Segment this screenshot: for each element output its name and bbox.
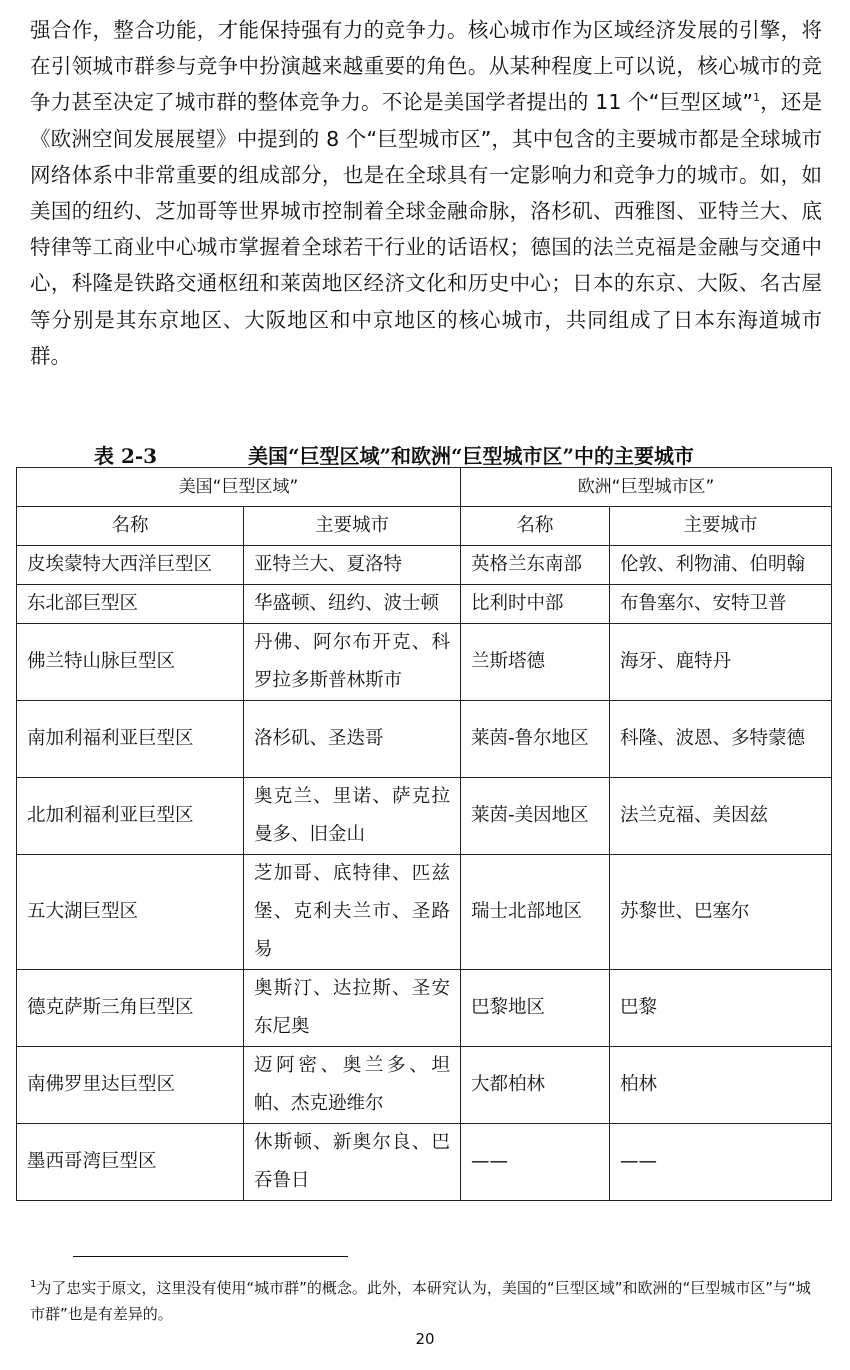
eu-main-cities: 伦敦、利物浦、伯明翰 xyxy=(610,546,832,585)
column-header-us-name: 名称 xyxy=(17,507,244,546)
body-text-part-2: ，还是《欧洲空间发展展望》中提到的 8 个“巨型城市区”，其中包含的主要城市都是全球城市网络体系中非常重要的组成部分，也是在全球具有一定影响力和竞争力的城市。如，如美国的纽约、芝加哥等世界城市控制着全球金融命脉，洛杉矶、西雅图、亚特兰大、底特律等工商业中心城市掌握着全球若干行业的话语权；德国的法兰克福是金融与交通中心，科隆是铁路交通枢纽和莱茵地区经济文化和历史中心；日本的东京、大阪、名古屋等分别是其东京地区、大阪地区和中京地区的核心城市，共同组成了日本东海道城市群。 xyxy=(30,90,823,368)
eu-main-cities: 苏黎世、巴塞尔 xyxy=(610,855,832,970)
eu-region-name: 巴黎地区 xyxy=(461,970,610,1047)
eu-region-name: —— xyxy=(461,1124,610,1201)
us-region-name: 东北部巨型区 xyxy=(17,585,244,624)
group-header-us: 美国“巨型区域” xyxy=(17,468,461,507)
table-column-header-row xyxy=(17,507,832,546)
eu-region-name: 莱茵-美因地区 xyxy=(461,778,610,855)
eu-main-cities: 布鲁塞尔、安特卫普 xyxy=(610,585,832,624)
us-region-name: 南加利福利亚巨型区 xyxy=(17,701,244,778)
us-region-name: 南佛罗里达巨型区 xyxy=(17,1047,244,1124)
body-text-part-1: 强合作，整合功能，才能保持强有力的竞争力。核心城市作为区域经济发展的引擎，将在引领城市群参与竞争中扮演越来越重要的角色。从某种程度上可以说，核心城市的竞争力甚至决定了城市群的整体竞争力。不论是美国学者提出的 11 个“巨型区域” xyxy=(30,18,822,115)
eu-main-cities: —— xyxy=(610,1124,832,1201)
table-row xyxy=(17,1047,832,1124)
footnote-reference[interactable]: 1 xyxy=(752,91,760,105)
table-row xyxy=(17,1124,832,1201)
eu-region-name: 大都柏林 xyxy=(461,1047,610,1124)
group-header-europe: 欧洲“巨型城市区” xyxy=(461,468,832,507)
eu-main-cities: 法兰克福、美因兹 xyxy=(610,778,832,855)
table-row xyxy=(17,855,832,970)
eu-main-cities: 巴黎 xyxy=(610,970,832,1047)
table-row xyxy=(17,546,832,585)
table-row xyxy=(17,970,832,1047)
footnote-separator xyxy=(73,1256,348,1257)
us-main-cities: 迈阿密、奥兰多、坦帕、杰克逊维尔 xyxy=(244,1047,461,1124)
us-region-name: 佛兰特山脉巨型区 xyxy=(17,624,244,701)
table-number: 表 2-3 xyxy=(94,444,158,468)
table-row xyxy=(17,701,832,778)
us-main-cities: 亚特兰大、夏洛特 xyxy=(244,546,461,585)
us-region-name: 皮埃蒙特大西洋巨型区 xyxy=(17,546,244,585)
us-main-cities: 芝加哥、底特律、匹兹堡、克利夫兰市、圣路易 xyxy=(244,855,461,970)
table-row xyxy=(17,585,832,624)
us-main-cities: 奥斯汀、达拉斯、圣安东尼奥 xyxy=(244,970,461,1047)
us-main-cities: 华盛顿、纽约、波士顿 xyxy=(244,585,461,624)
eu-main-cities: 柏林 xyxy=(610,1047,832,1124)
eu-main-cities: 科隆、波恩、多特蒙德 xyxy=(610,701,832,778)
table-row xyxy=(17,778,832,855)
us-region-name: 北加利福利亚巨型区 xyxy=(17,778,244,855)
column-header-us-cities: 主要城市 xyxy=(244,507,461,546)
body-paragraph xyxy=(30,12,822,374)
us-region-name: 德克萨斯三角巨型区 xyxy=(17,970,244,1047)
eu-region-name: 兰斯塔德 xyxy=(461,624,610,701)
table-caption xyxy=(0,434,850,468)
us-region-name: 五大湖巨型区 xyxy=(17,855,244,970)
table-row xyxy=(17,624,832,701)
eu-main-cities: 海牙、鹿特丹 xyxy=(610,624,832,701)
footnote-text: 为了忠实于原文，这里没有使用“城市群”的概念。此外，本研究认为，美国的“巨型区域”和欧洲的“巨型城市区”与“城市群”也是有差异的。 xyxy=(30,1279,811,1323)
eu-region-name: 莱茵-鲁尔地区 xyxy=(461,701,610,778)
page-number: 20 xyxy=(415,1330,435,1348)
eu-region-name: 瑞士北部地区 xyxy=(461,855,610,970)
us-main-cities: 休斯顿、新奥尔良、巴吞鲁日 xyxy=(244,1124,461,1201)
eu-region-name: 英格兰东南部 xyxy=(461,546,610,585)
eu-region-name: 比利时中部 xyxy=(461,585,610,624)
us-region-name: 墨西哥湾巨型区 xyxy=(17,1124,244,1201)
us-main-cities: 奥克兰、里诺、萨克拉曼多、旧金山 xyxy=(244,778,461,855)
table-title: 美国“巨型区域”和欧洲“巨型城市区”中的主要城市 xyxy=(248,444,695,468)
column-header-eu-cities: 主要城市 xyxy=(610,507,832,546)
us-main-cities: 丹佛、阿尔布开克、科罗拉多斯普林斯市 xyxy=(244,624,461,701)
us-main-cities: 洛杉矶、圣迭哥 xyxy=(244,701,461,778)
footnote-marker: 1 xyxy=(30,1279,37,1290)
column-header-eu-name: 名称 xyxy=(461,507,610,546)
major-cities-table xyxy=(16,467,832,1201)
table-group-header-row xyxy=(17,468,832,507)
footnote xyxy=(30,1275,825,1327)
